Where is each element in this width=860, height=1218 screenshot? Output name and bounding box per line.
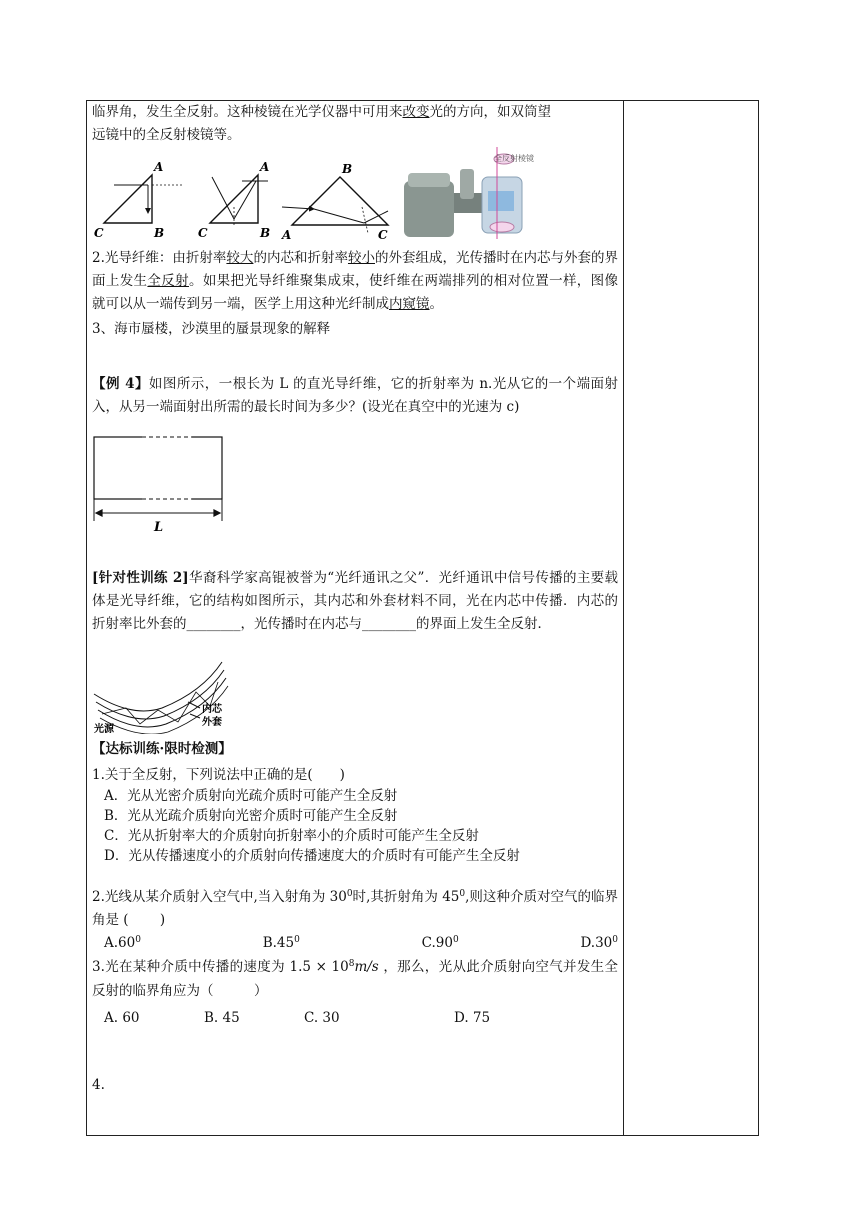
test-heading: 【达标训练·限时检测】 [92,741,232,757]
prism-3-label-b: B [342,162,353,176]
q2-option-a: $A.60^0$ [104,935,141,951]
fiber-light-source-label: 光源 [94,724,114,734]
q4-stem: 4. [92,1077,105,1093]
q2-options [92,932,618,955]
q3-option-c: C. 30 [304,1010,340,1026]
prism-1 [104,175,184,223]
binocular-prism-label: 全反射棱镜 [494,154,534,163]
q3-speed: $1.5 \times 10^8m/s$ [289,959,379,975]
fiber-cladding-label: 外套 [202,717,222,728]
q3-options [92,1007,618,1030]
fiber-core-label: 内芯 [202,704,222,715]
training2-tag: [针对性训练 2] [92,570,189,586]
q3-option-b: B. 45 [204,1010,240,1026]
prism-2-label-c: C [198,226,208,240]
q2-option-c: $C.90^0$ [421,935,459,951]
section1-line1: 临界角，发生全反射。这种棱镜在光学仪器中可用来改变光的方向，如双筒望 [92,104,551,120]
q2-option-d: $D.30^0$ [580,935,618,951]
prism-2-label-b: B [260,226,271,240]
q1-stem: 1.关于全反射，下列说法中正确的是( ) [92,767,345,783]
mirage-line: 3、海市蜃楼，沙漠里的蜃景现象的解释 [92,321,331,337]
fiber-length-figure [92,425,618,533]
prism-3 [282,177,388,233]
prism-2 [210,175,268,227]
column-divider [623,100,624,1136]
q1-option-c: C．光从折射率大的介质射向折射率小的介质时可能产生全反射 [104,828,479,844]
prism-1-label-c: C [94,226,104,240]
example4-text: 【例 4】如图所示，一根长为 L 的直光导纤维，它的折射率为 n.光从它的一个端面射入，从另一端面射出所需的最长时间为多少？(设光在真空中的光速为 c) [92,376,619,415]
fiber-paragraph: 2.光导纤维：由折射率较大的内芯和折射率较小的外套组成，光传播时在内芯与外套的界面上发生全反射。如果把光导纤维聚集成束，使纤维在两端排列的相对位置一样，图像就可以从一端传到另一端，医学上用这种光纤制成内窥镜。 [92,250,619,312]
example4-tag: 【例 4】 [92,376,149,392]
q1-option-b: B．光从光疏介质射向光密介质时可能产生全反射 [104,808,398,824]
q2-stem: 2.光线从某介质射入空气中,当入射角为 $30^0$时,其折射角为 $45^0$,则这种介质对空气的临界角是 ( ) [92,889,619,928]
q3-option-a: A. 60 [104,1010,140,1026]
q1-option-d: D．光从传播速度小的介质射向传播速度大的介质时有可能产生全反射 [104,848,520,864]
q3-stem: 3.光在某种介质中传播的速度为 $1.5 \times 10^8m/s$ ，那么，光从此介质射向空气并发生全反射的临界角应为（ ） [92,959,618,999]
prism-1-label-a: A [154,160,164,174]
q2-option-b: $B.45^0$ [262,935,300,951]
q1-option-a: A．光从光密介质射向光疏介质时可能产生全反射 [104,788,398,804]
fiber-structure-figure [92,652,618,734]
main-column [92,100,618,1097]
prism-3-label-a: A [282,228,292,242]
section1-line2: 远镜中的全反射棱镜等。 [92,127,241,143]
q3-option-d: D. 75 [454,1010,491,1026]
prism-figure [92,147,618,243]
prism-1-label-b: B [154,226,165,240]
prism-3-label-c: C [378,228,388,242]
training2-text: [针对性训练 2]华裔科学家高锟被誉为“光纤通讯之父”．光纤通讯中信号传播的主要载体是光导纤维，它的结构如图所示，其内芯和外套材料不同，光在内芯中传播．内芯的折射率比外套的________，光传播时在内芯与________的界面上发生全反射． [92,570,618,632]
fiber-length-label: L [154,520,164,533]
prism-2-label-a: A [260,160,270,174]
